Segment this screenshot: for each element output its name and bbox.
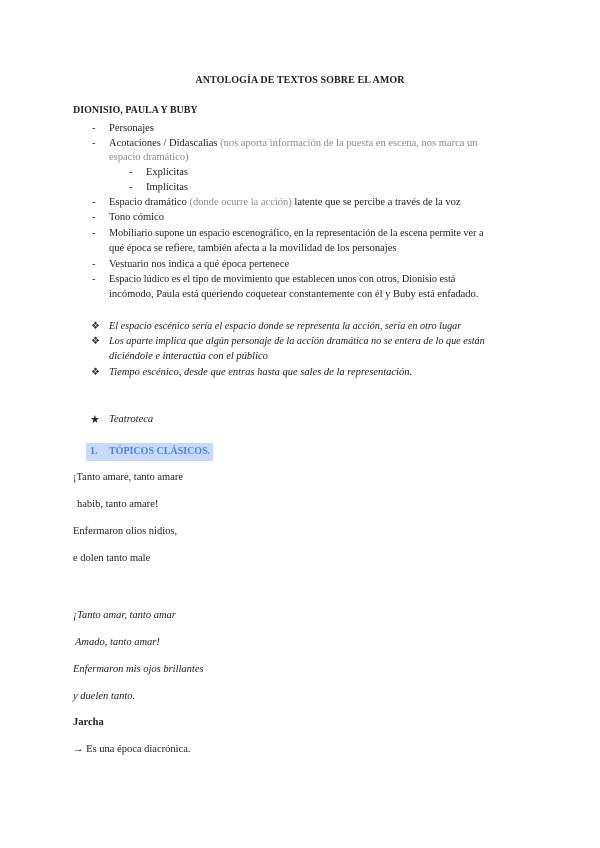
arrow-line: → Es una época diacrónica.	[73, 744, 191, 755]
verse1-line: Enfermaron olios nidios,	[73, 526, 178, 537]
bullet-espacio-dramatico-label: Espacio dramático	[109, 197, 187, 208]
bullet-mobiliario-line2: qué época se refiere, también afecta a la movilidad de los personajes	[109, 243, 397, 254]
bullet-vestuario: Vestuario nos indica a qué época pertenece	[109, 259, 290, 270]
diamond-marker: ❖	[91, 336, 100, 347]
diamond-marker: ❖	[91, 321, 100, 332]
dash-marker: -	[129, 182, 133, 193]
dash-marker: -	[92, 259, 96, 270]
bullet-acotaciones	[109, 137, 478, 151]
bullet-personajes: Personajes	[109, 123, 154, 134]
verse2-line: Amado, tanto amar!	[75, 637, 160, 648]
bullet-acotaciones-label: Acotaciones / Didascalias	[109, 138, 218, 149]
bullet-acotaciones-note-line2: espacio dramático)	[109, 152, 189, 163]
verse1-line: e dolen tanto male	[73, 553, 151, 564]
diamond-marker: ❖	[91, 367, 100, 378]
bullet-tono-comico: Tono cómico	[109, 212, 164, 223]
subbullet-implicitas: Implícitas	[146, 182, 188, 193]
document-title: ANTOLOGÍA DE TEXTOS SOBRE EL AMOR	[195, 75, 405, 86]
diamond-tiempo-escenico: Tiempo escénico, desde que entras hasta que sales de la representación.	[109, 367, 413, 378]
dash-marker: -	[92, 228, 96, 239]
verse2-line: y duelen tanto.	[73, 691, 136, 702]
numbered-marker: 1.	[90, 446, 98, 457]
bullet-espacio-dramatico-note: (donde ocurre la acción)	[189, 197, 292, 208]
verse2-line: ¡Tanto amar, tanto amar	[73, 610, 176, 621]
bullet-espacio-dramatico-tail: latente que se percibe a través de la voz	[294, 197, 461, 208]
diamond-aparte-line2: diciéndole e interactúa con el público	[109, 351, 268, 362]
bullet-acotaciones-note: (nos aporta información de la puesta en escena, nos marca un	[220, 138, 478, 149]
dash-marker: -	[92, 274, 96, 285]
verse1-line: ¡Tanto amare, tanto amare	[73, 472, 184, 483]
bullet-espacio-ludico: Espacio lúdico es el tipo de movimiento que establecen unos con otros, Dionisio está	[109, 274, 456, 285]
verse2-line: Enfermaron mis ojos brillantes	[73, 664, 204, 675]
star-marker: ★	[90, 414, 100, 426]
verse1-line: habib, tanto amare!	[77, 499, 159, 510]
bullet-espacio-dramatico	[109, 196, 461, 210]
dash-marker: -	[92, 123, 96, 134]
dash-marker: -	[92, 138, 96, 149]
diamond-espacio-escenico: El espacio escénico sería el espacio donde se representa la acción, sería en otro lugar	[109, 321, 462, 332]
bullet-espacio-ludico-line2: incómodo, Paula está queriendo coquetear constantemente con él y Buby está enfadado.	[109, 289, 479, 300]
dash-marker: -	[129, 167, 133, 178]
section-heading: DIONISIO, PAULA Y BUBY	[73, 105, 198, 116]
bullet-mobiliario: Mobiliario supone un espacio escenográfico, en la representación de la escena permite ver a	[109, 228, 484, 239]
dash-marker: -	[92, 212, 96, 223]
diamond-aparte: Los aparte implica que algún personaje de la acción dramática no se entera de lo que están	[109, 336, 485, 347]
numbered-heading-topicos: TÓPICOS CLÁSICOS.	[109, 446, 211, 457]
jarcha-label: Jarcha	[73, 717, 104, 728]
star-item-teatroteca: Teatroteca	[109, 414, 154, 425]
subbullet-explicitas: Explícitas	[146, 167, 188, 178]
dash-marker: -	[92, 197, 96, 208]
